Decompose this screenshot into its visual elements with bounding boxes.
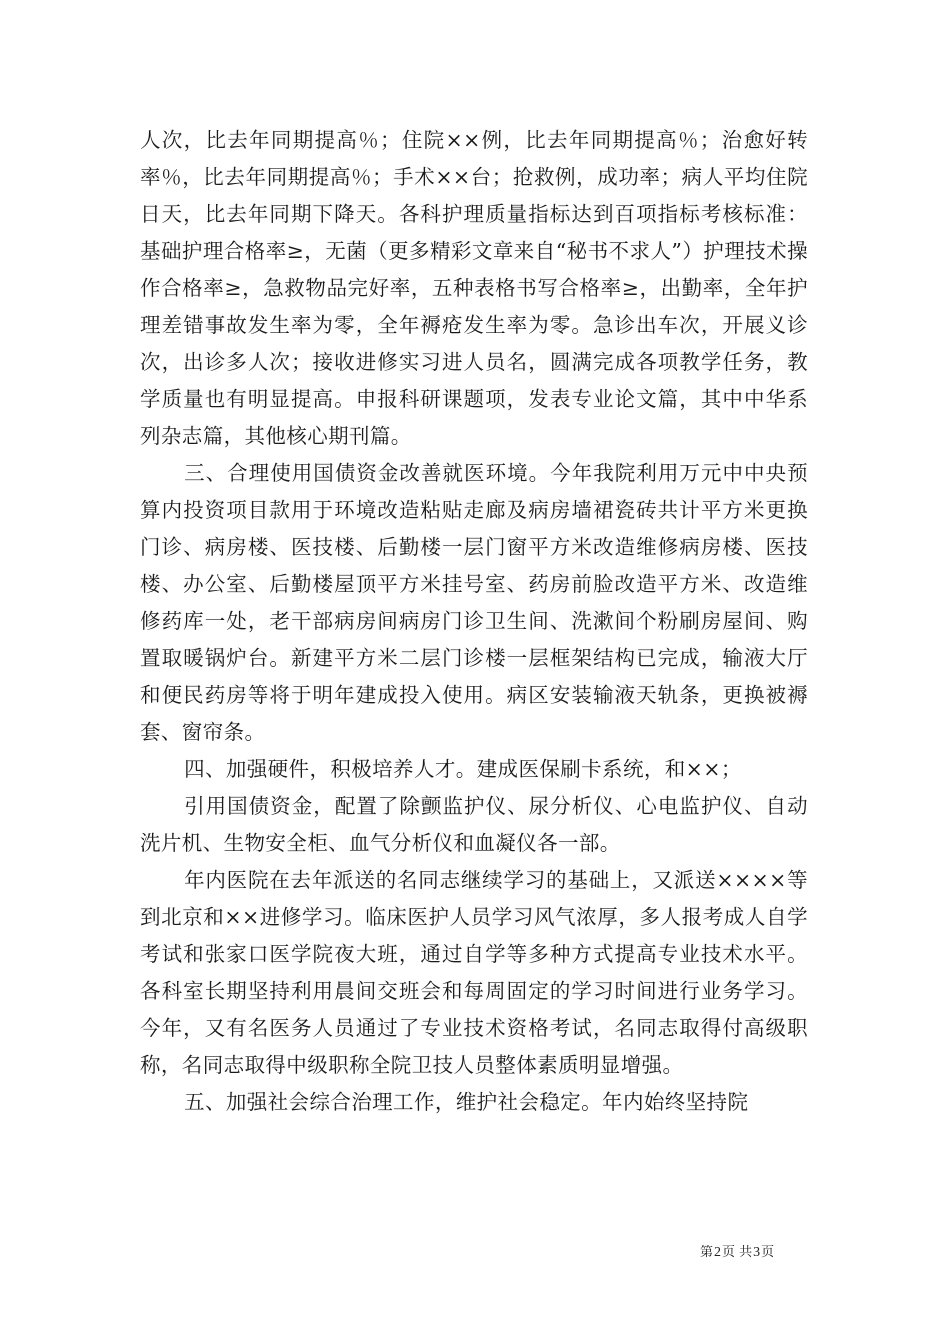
footer-middle: 页 共 bbox=[722, 1245, 753, 1260]
paragraph-section-four: 四、加强硬件，积极培养人才。建成医保刷卡系统，和××； bbox=[184, 757, 742, 781]
footer-total-pages: 3 bbox=[753, 1245, 761, 1260]
page-number-footer bbox=[700, 1241, 774, 1261]
document-body bbox=[140, 122, 808, 1121]
paragraph-training: 年内医院在去年派送的名同志继续学习的基础上，又派送××××等到北京和××进修学习。临床医护人员学习风气浓厚，多人报考成人自学考试和张家口医学院夜大班，通过自学等多种方式提高专业技术水平。各科室长期坚持利用晨间交班会和每周固定的学习时间进行业务学习。今年，又有名医务人员通过了专业技术资格考试，名同志取得付高级职称，名同志取得中级职称全院卫技人员整体素质明显增强。 bbox=[140, 868, 808, 1077]
paragraph-equipment: 引用国债资金，配置了除颤监护仪、尿分析仪、心电监护仪、自动洗片机、生物安全柜、血气分析仪和血凝仪各一部。 bbox=[140, 794, 808, 855]
paragraph-section-three: 三、合理使用国债资金改善就医环境。今年我院利用万元中中央预算内投资项目款用于环境改造粘贴走廊及病房墙裙瓷砖共计平方米更换门诊、病房楼、医技楼、后勤楼一层门窗平方米改造维修病房楼、医技楼、办公室、后勤楼屋顶平方米挂号室、药房前脸改造平方米、改造维修药库一处，老干部病房间病房门诊卫生间、洗漱间个粉刷房屋间、购置取暖锅炉台。新建平方米二层门诊楼一层框架结构已完成，输液大厅和便民药房等将于明年建成投入使用。病区安装输液天轨条，更换被褥套、窗帘条。 bbox=[140, 461, 808, 744]
paragraph-section-five: 五、加强社会综合治理工作，维护社会稳定。年内始终坚持院 bbox=[184, 1090, 749, 1114]
footer-suffix: 页 bbox=[761, 1245, 775, 1260]
footer-current-page: 2 bbox=[714, 1245, 722, 1260]
footer-prefix: 第 bbox=[700, 1245, 714, 1260]
paragraph-statistics: 人次，比去年同期提高％；住院××例，比去年同期提高％；治愈好转率％，比去年同期提高％；手术××台；抢救例，成功率；病人平均住院日天，比去年同期下降天。各科护理质量指标达到百项指标考核标准：基础护理合格率≥，无菌（更多精彩文章来自“秘书不求人”）护理技术操作合格率≥，急救物品完好率，五种表格书写合格率≥，出勤率，全年护理差错事故发生率为零，全年褥疮发生率为零。急诊出车次，开展义诊次，出诊多人次；接收进修实习进人员名，圆满完成各项教学任务，教学质量也有明显提高。申报科研课题项，发表专业论文篇，其中中华系列杂志篇，其他核心期刊篇。 bbox=[140, 128, 808, 448]
